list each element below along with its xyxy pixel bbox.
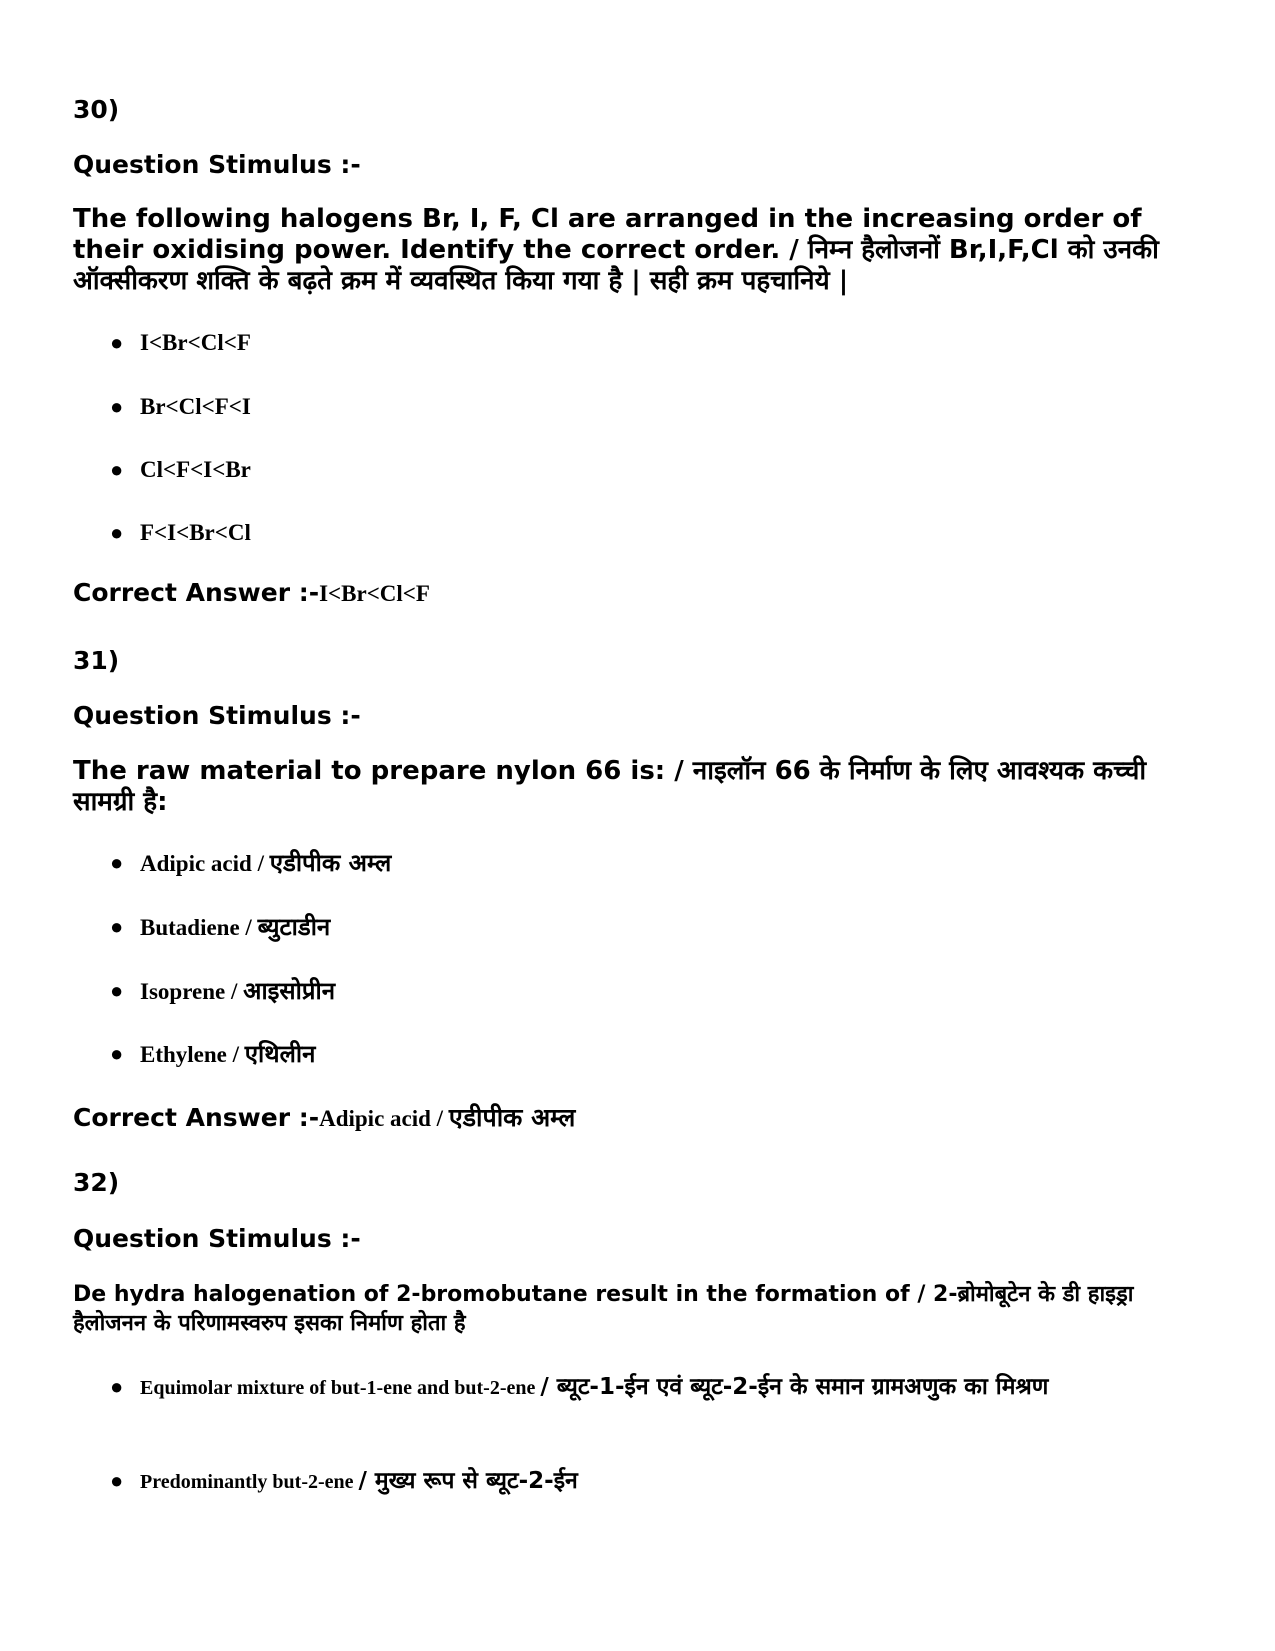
answer-value <box>319 1103 576 1132</box>
bullet-icon: ● <box>110 457 124 482</box>
option-text: Equimolar mixture of but-1-ene and but-2-ene <box>140 1377 541 1399</box>
bullet-icon: ● <box>110 850 124 875</box>
bullet-icon: ● <box>110 1468 124 1493</box>
answer-value-hindi: एडीपीक अम्ल <box>448 1103 576 1132</box>
option-text: F<I<Br<Cl <box>140 520 251 545</box>
option-text-hindi: / मुख्य रूप से ब्यूट-2-ईन <box>358 1468 578 1494</box>
option-text-hindi: एथिलीन <box>244 1040 316 1068</box>
stimulus-label: Question Stimulus :- <box>73 1224 361 1253</box>
question-stimulus: The raw material to prepare nylon 66 is: / नाइलॉन 66 के निर्माण के लिए आवश्यक कच्ची सामग्री है: <box>73 756 1147 817</box>
bullet-icon: ● <box>110 520 124 545</box>
option-text: Adipic acid / <box>140 851 270 876</box>
option-text: Predominantly but-2-ene <box>140 1471 359 1493</box>
option-text: I<Br<Cl<F <box>140 330 251 355</box>
option-text-hindi: ब्युटाडीन <box>257 913 331 941</box>
bullet-icon: ● <box>110 914 124 939</box>
stimulus-label: Question Stimulus :- <box>73 701 361 730</box>
answer-label: Correct Answer :- <box>73 1103 320 1132</box>
correct-answer <box>73 578 430 607</box>
answer-label: Correct Answer :- <box>73 578 320 607</box>
stimulus-label: Question Stimulus :- <box>73 150 361 179</box>
bullet-icon: ● <box>110 1374 124 1399</box>
correct-answer <box>73 1100 575 1134</box>
option-text-hindi: आइसोप्रीन <box>243 977 336 1005</box>
answer-value: I<Br<Cl<F <box>319 581 430 606</box>
bullet-icon: ● <box>110 978 124 1003</box>
option-text-hindi: एडीपीक अम्ल <box>269 849 392 877</box>
question-number: 30) <box>73 95 120 124</box>
question-stimulus: De hydra halogenation of 2-bromobutane result in the formation of / 2-ब्रोमोबूटेन के डी हाइड्रा हैलोजनन के परिणामस्वरुप इसका निर्माण होता है <box>73 1282 1134 1336</box>
question-number: 32) <box>73 1168 120 1197</box>
bullet-icon: ● <box>110 394 124 419</box>
option-text: Br<Cl<F<I <box>140 394 251 419</box>
question-stimulus: The following halogens Br, I, F, Cl are arranged in the increasing order of their oxidising power. Identify the correct order. / निम्न हैलोजनों Br,I,F,Cl को उनकी ऑक्सीकरण शक्ति के बढ़ते क्रम में व्यवस्थित किया गया है | सही क्रम पहचानिये | <box>73 204 1159 296</box>
bullet-icon: ● <box>110 330 124 355</box>
bullet-icon: ● <box>110 1041 124 1066</box>
option-text: Ethylene / <box>140 1042 245 1067</box>
option-text: Isoprene / <box>140 979 244 1004</box>
answer-value-english: Adipic acid / <box>319 1106 449 1131</box>
option-text: Cl<F<I<Br <box>140 457 251 482</box>
question-number: 31) <box>73 646 120 675</box>
option-text-hindi: / ब्यूट-1-ईन एवं ब्यूट-2-ईन के समान ग्रामअणुक का मिश्रण <box>540 1374 1049 1400</box>
option-text: Butadiene / <box>140 915 258 940</box>
